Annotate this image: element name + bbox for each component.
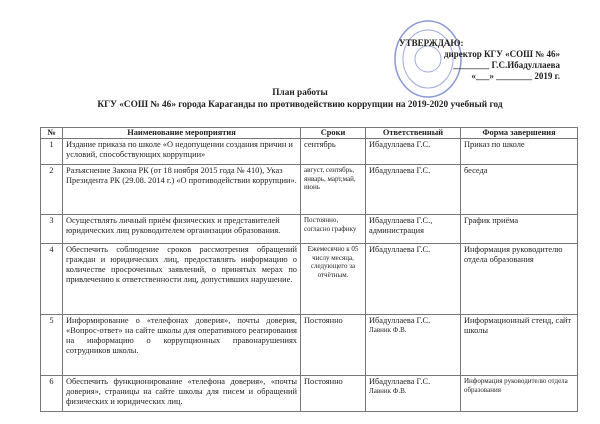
row-number: 6 — [41, 376, 63, 412]
row-name: Разъяснение Закона РК (от 18 ноября 2015 года № 410), Указ Президента РК (29.08. 2014 г.) «О противодействии коррупции». — [63, 165, 301, 215]
row-form: беседа — [461, 165, 578, 215]
responsible-main: Ибадуллаева Г.С., администрация — [369, 216, 433, 235]
row-name: Осуществлять личный приём физических и представителей юридических лиц руководителем организации образования. — [63, 215, 301, 244]
row-number: 2 — [41, 165, 63, 215]
row-term: Ежемесячно к 05 числу месяца, следующего за отчётным. — [301, 244, 366, 315]
doc-title: План работы — [272, 88, 328, 98]
row-term: август, сентябрь, январь, март,май, июнь — [301, 165, 366, 215]
responsible-main: Ибадуллаева Г.С. — [369, 245, 431, 254]
row-responsible — [366, 376, 461, 412]
row-term: Постоянно — [301, 376, 366, 412]
row-form: Приказ по школе — [461, 139, 578, 165]
row-name: Издание приказа по школе «О недопущении создания причин и условий, способствующих коррупции» — [63, 139, 301, 165]
approval-name: ________ Г.С.Ибадуллаева — [453, 60, 560, 70]
row-form: График приёма — [461, 215, 578, 244]
approval-date: «___» ________ 2019 г. — [471, 71, 560, 81]
responsible-second: Лавник Ф.В. — [369, 326, 407, 334]
row-form: Информация руководителю отдела образования — [461, 244, 578, 315]
row-name: Обеспечить функционирование «телефона доверия», «почты доверия», страницы на сайте школы для писем и обращений физических и юридических лиц. — [63, 376, 301, 412]
table-header — [41, 128, 578, 139]
col-number: № — [41, 128, 63, 139]
row-responsible — [366, 244, 461, 315]
table-row — [41, 376, 578, 412]
row-responsible — [366, 215, 461, 244]
col-form: Форма завершения — [461, 128, 578, 139]
row-term: Постоянно — [301, 315, 366, 376]
responsible-second: Лавник Ф.В. — [369, 387, 407, 395]
row-name: Обеспечить соблюдение сроков рассмотрения обращений граждан и юридических лиц, предоставлять информацию о количестве просроченных заявлений, о принятых мерах по привлечению к ответственности лиц, допустивших нарушение. — [63, 244, 301, 315]
approval-position: директор КГУ «СОШ № 46» — [443, 49, 560, 59]
table-row — [41, 244, 578, 315]
row-form: Информационный стенд, сайт школы — [461, 315, 578, 376]
responsible-main: Ибадуллаева Г.С. — [369, 166, 431, 175]
row-number: 1 — [41, 139, 63, 165]
responsible-main: Ибадуллаева Г.С. — [369, 377, 431, 386]
row-term: сентябрь — [301, 139, 366, 165]
row-number: 4 — [41, 244, 63, 315]
row-responsible — [366, 165, 461, 215]
row-number: 5 — [41, 315, 63, 376]
row-responsible — [366, 315, 461, 376]
table-row — [41, 215, 578, 244]
row-responsible — [366, 139, 461, 165]
responsible-main: Ибадуллаева Г.С. — [369, 316, 431, 325]
table-row — [41, 139, 578, 165]
table-row — [41, 315, 578, 376]
table-row — [41, 165, 578, 215]
doc-subtitle: КГУ «СОШ № 46» города Караганды по противодействию коррупции на 2019-2020 учебный год — [97, 100, 503, 110]
approval-block — [395, 38, 560, 82]
plan-table — [40, 127, 578, 412]
col-responsible: Ответственный — [366, 128, 461, 139]
approval-label: УТВЕРЖДАЮ: — [399, 38, 464, 48]
row-number: 3 — [41, 215, 63, 244]
row-term: Постоянно, согласно графику — [301, 215, 366, 244]
row-form: Информация руководителю отдела образования — [461, 376, 578, 412]
responsible-main: Ибадуллаева Г.С. — [369, 140, 431, 149]
col-name: Наименование мероприятия — [63, 128, 301, 139]
row-name: Информирование о «телефонах доверия», почты доверия, «Вопрос-ответ» на сайте школы для оперативного реагирования на информацию о коррупционных правонарушениях сотрудников школы. — [63, 315, 301, 376]
col-term: Сроки — [301, 128, 366, 139]
